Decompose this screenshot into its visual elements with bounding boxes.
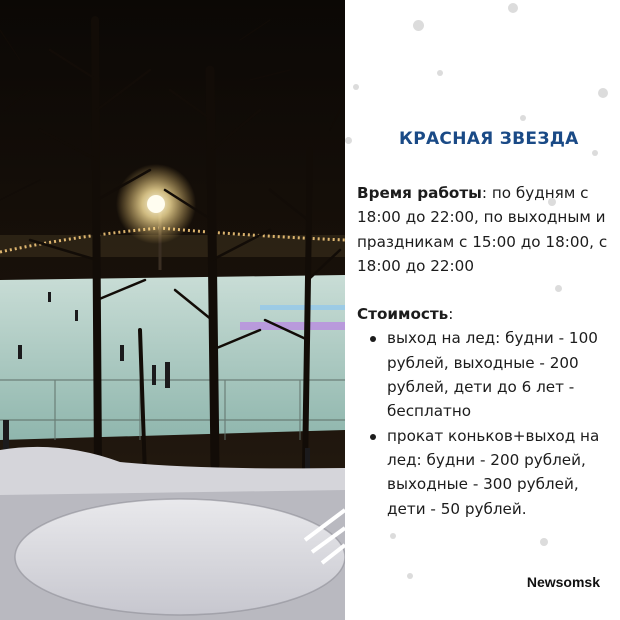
snowflake-decoration xyxy=(353,84,359,90)
snowflake-decoration xyxy=(520,115,526,121)
snowflake-decoration xyxy=(390,533,396,539)
brand-logo-text: Newsomsk xyxy=(526,574,600,590)
snowflake-decoration xyxy=(540,538,548,546)
snowflake-decoration xyxy=(598,88,608,98)
snowflake-decoration xyxy=(508,3,518,13)
cost-colon: : xyxy=(448,305,454,324)
info-text xyxy=(357,181,619,521)
cost-label: Стоимость xyxy=(357,305,449,324)
snowflake-decoration xyxy=(437,70,443,76)
snowflake-decoration xyxy=(592,150,598,156)
snowflake-decoration xyxy=(345,137,352,144)
rink-title: КРАСНАЯ ЗВЕЗДА xyxy=(399,129,579,149)
info-panel xyxy=(345,0,620,620)
cost-heading xyxy=(357,302,619,326)
snowflake-decoration xyxy=(407,573,413,579)
snowflake-decoration xyxy=(413,20,424,31)
price-item-entry: выход на лед: будни - 100 рублей, выходные - 200 рублей, дети до 6 лет - бесплатно xyxy=(387,326,619,423)
price-list xyxy=(357,326,619,520)
working-hours-label: Время работы xyxy=(357,184,482,202)
working-hours-text: : по будням с 18:00 до 22:00, по выходным и праздникам с 15:00 до 18:00, с 18:00 до 22:00 xyxy=(357,184,608,275)
price-item-rental: прокат коньков+выход на лед: будни - 200 рублей, выходные - 300 рублей, дети - 50 рублей. xyxy=(387,424,619,521)
working-hours xyxy=(357,181,619,278)
